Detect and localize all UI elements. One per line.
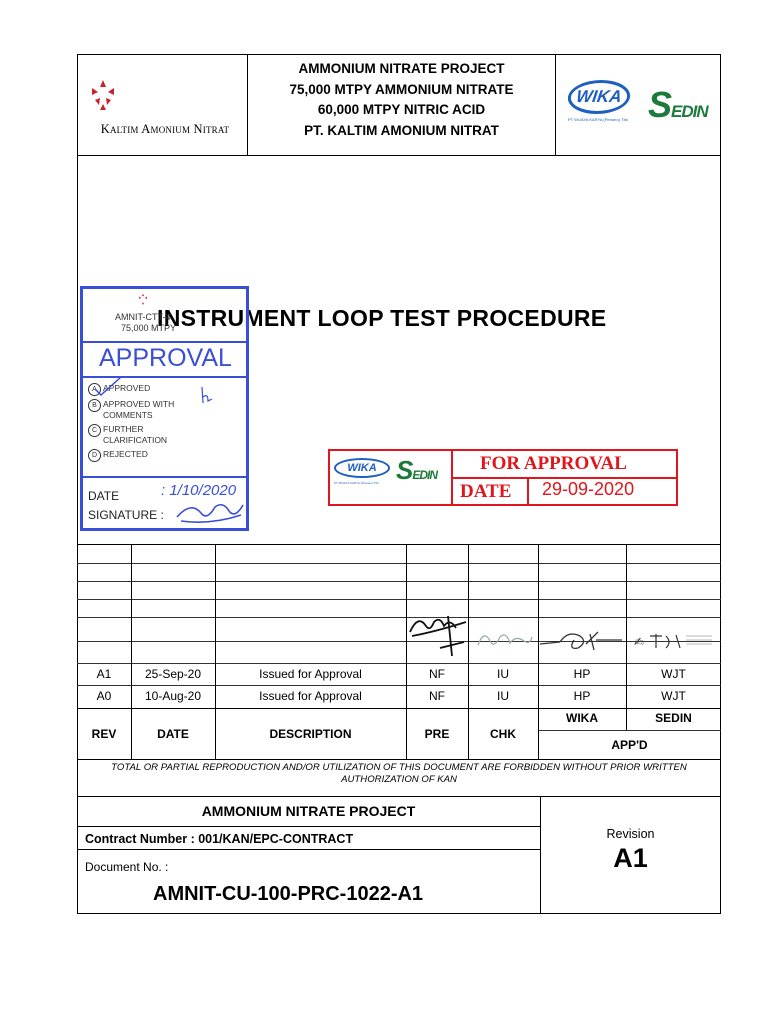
document-title: INSTRUMENT LOOP TEST PROCEDURE [157,305,607,331]
fa-divider [527,477,529,504]
project-line: PT. KALTIM AMONIUM NITRAT [304,122,499,138]
for-approval-label: FOR APPROVAL [480,453,627,474]
stamp-divider [83,341,246,343]
footer-line [77,849,540,850]
table-line [77,663,721,664]
stamp-divider [83,476,246,478]
wika-signature-icon [538,626,624,654]
table-line [77,599,721,600]
table-line [77,685,721,686]
approval-stamp [80,286,249,531]
cell-chk: IU [497,667,509,681]
svg-text:✍: ✍ [634,635,645,649]
cell-wika: HP [573,689,591,703]
stamp-date-value: : 1/10/2020 [161,482,237,499]
table-col [131,544,132,759]
cell-wika: HP [573,667,591,681]
document-number: AMNIT-CU-100-PRC-1022-A1 [153,883,424,905]
for-approval-stamp [328,449,678,506]
reproduction-notice: TOTAL OR PARTIAL REPRODUCTION AND/OR UTILIZATION OF THIS DOCUMENT ARE FORBIDDEN WITHOUT PRIOR WRITTEN AUTHORIZATION OF KAN [111,762,687,785]
company-name: Kaltim Amonium Nitrat [100,122,230,136]
fa-wika-logo: WIKA [334,458,390,478]
footer-project: AMMONIUM NITRATE PROJECT [201,803,416,819]
table-col [626,544,627,730]
fa-wika-subtext: PT WIJAYA KARYA (Persero) Tbk [334,481,379,485]
table-line [77,581,721,582]
stamp-option: A APPROVED [88,383,183,396]
stamp-option: B APPROVED WITH COMMENTS [88,399,183,421]
initials-icon [198,385,216,409]
table-bottom [77,759,721,760]
cell-date: 10-Aug-20 [144,689,202,703]
check-mark-icon [93,375,123,397]
project-line: 75,000 MTPY AMMONIUM NITRATE [289,81,514,97]
wika-subtext: PT WIJAYA KARYA (Persero) Tbk [568,117,628,122]
cell-rev: A0 [96,689,112,703]
sedin-logo-s: S [648,84,672,125]
header-divider [77,155,721,156]
header-appd: APP'D [611,738,648,752]
stamp-title: APPROVAL [99,344,232,372]
table-line [538,730,721,731]
cell-sedin: WJT [661,667,686,681]
kaltim-logo-icon [86,78,120,112]
cell-sedin: WJT [661,689,686,703]
header-pre: PRE [424,727,450,741]
table-line [77,617,721,618]
table-top [77,544,721,545]
project-line: AMMONIUM NITRATE PROJECT [298,61,505,76]
footer-top [77,796,721,797]
chk-signature-icon [474,625,536,655]
pre-signature-icon [404,612,472,660]
header-date: DATE [157,727,189,741]
sedin-logo-text: EDIN [671,102,708,121]
fa-date-value: 29-09-2020 [542,479,635,499]
fa-date-label: DATE [460,481,512,502]
table-line [77,708,721,709]
header-chk: CHK [490,727,516,741]
stamp-signature-label: SIGNATURE : [88,508,164,522]
header-sedin: SEDIN [655,711,692,725]
sedin-signature-icon [632,630,716,652]
stamp-option: C FURTHER CLARIFICATION [88,424,183,446]
cell-chk: IU [497,689,509,703]
stamp-header-line: AMNIT-CTT-4 [115,312,171,322]
table-line [77,563,721,564]
stamp-option: D REJECTED [88,449,183,462]
project-line: 60,000 MTPY NITRIC ACID [317,102,486,117]
sedin-logo [648,84,708,126]
cell-date: 25-Sep-20 [144,667,202,681]
cell-pre: NF [429,689,445,703]
cell-description: Issued for Approval [259,689,362,703]
project-header [250,59,553,141]
table-col [215,544,216,759]
header-rev: REV [91,727,117,741]
stamp-date-label: DATE [88,489,120,503]
fa-sedin-logo: SEDIN [396,455,438,485]
table-line [77,641,721,642]
header-description: DESCRIPTION [269,727,352,741]
stamp-header-line: 75,000 MTPY [121,323,177,333]
document-no-label: Document No. : [85,860,169,874]
header-divider-right [555,54,556,155]
footer-line [77,826,540,827]
stamp-signature-icon [171,497,247,527]
header-wika: WIKA [566,711,598,725]
cell-pre: NF [429,667,445,681]
revision-label: Revision [606,827,655,841]
header-divider-left [247,54,248,155]
cell-rev: A1 [96,667,112,681]
cell-description: Issued for Approval [259,667,362,681]
stamp-logo-icon [137,293,149,305]
revision-value: A1 [613,843,648,873]
wika-logo [568,80,642,122]
wika-logo-mark: WIKA [566,80,633,114]
contract-number: Contract Number : 001/KAN/EPC-CONTRACT [85,832,354,846]
